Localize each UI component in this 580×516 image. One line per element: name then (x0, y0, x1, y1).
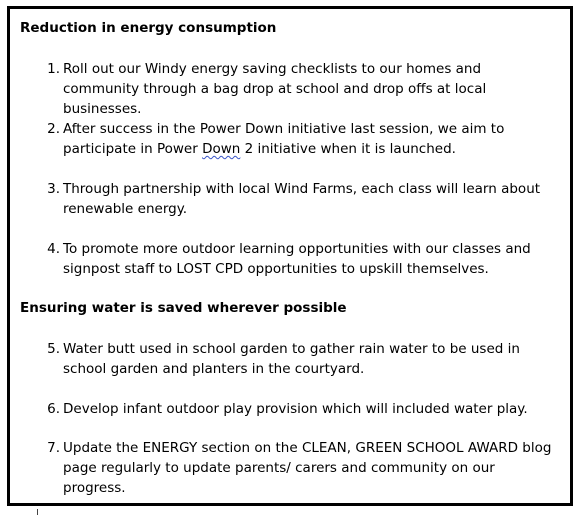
item-text: Roll out our Windy energy saving checklists to our homes and community through a bag drop at school and drop offs at local businesses. (63, 61, 487, 117)
document-frame (7, 6, 573, 506)
item-number: 6. (47, 401, 60, 417)
item-number: 3. (47, 181, 60, 197)
item-text (63, 119, 553, 159)
item-text: Update the ENERGY section on the CLEAN, GREEN SCHOOL AWARD blog page regularly to update parents/ carers and community on our progress. (63, 440, 552, 496)
item-number: 5. (47, 341, 60, 357)
item-text-part: 2 initiative when it is launched. (240, 141, 456, 157)
item-text: Through partnership with local Wind Farms, each class will learn about renewable energy. (63, 181, 541, 217)
section-heading-energy: Reduction in energy consumption (20, 20, 277, 36)
item-text: Water butt used in school garden to gather rain water to be used in school garden and planters in the courtyard. (63, 341, 520, 377)
item-number: 1. (47, 61, 60, 77)
item-text: Develop infant outdoor play provision which will included water play. (63, 401, 528, 417)
item-number: 7. (47, 440, 60, 456)
item-number: 4. (47, 241, 60, 257)
section-heading-water: Ensuring water is saved wherever possible (20, 300, 347, 316)
stray-tick-mark (37, 509, 38, 515)
spellcheck-flagged-word[interactable]: Down (202, 141, 241, 157)
item-text: To promote more outdoor learning opportunities with our classes and signpost staff to LOST CPD opportunities to upskill themselves. (63, 241, 531, 277)
item-number: 2. (47, 121, 60, 137)
item-text-part: After success in the Power Down initiative last session, we aim to participate in Power (63, 121, 505, 157)
